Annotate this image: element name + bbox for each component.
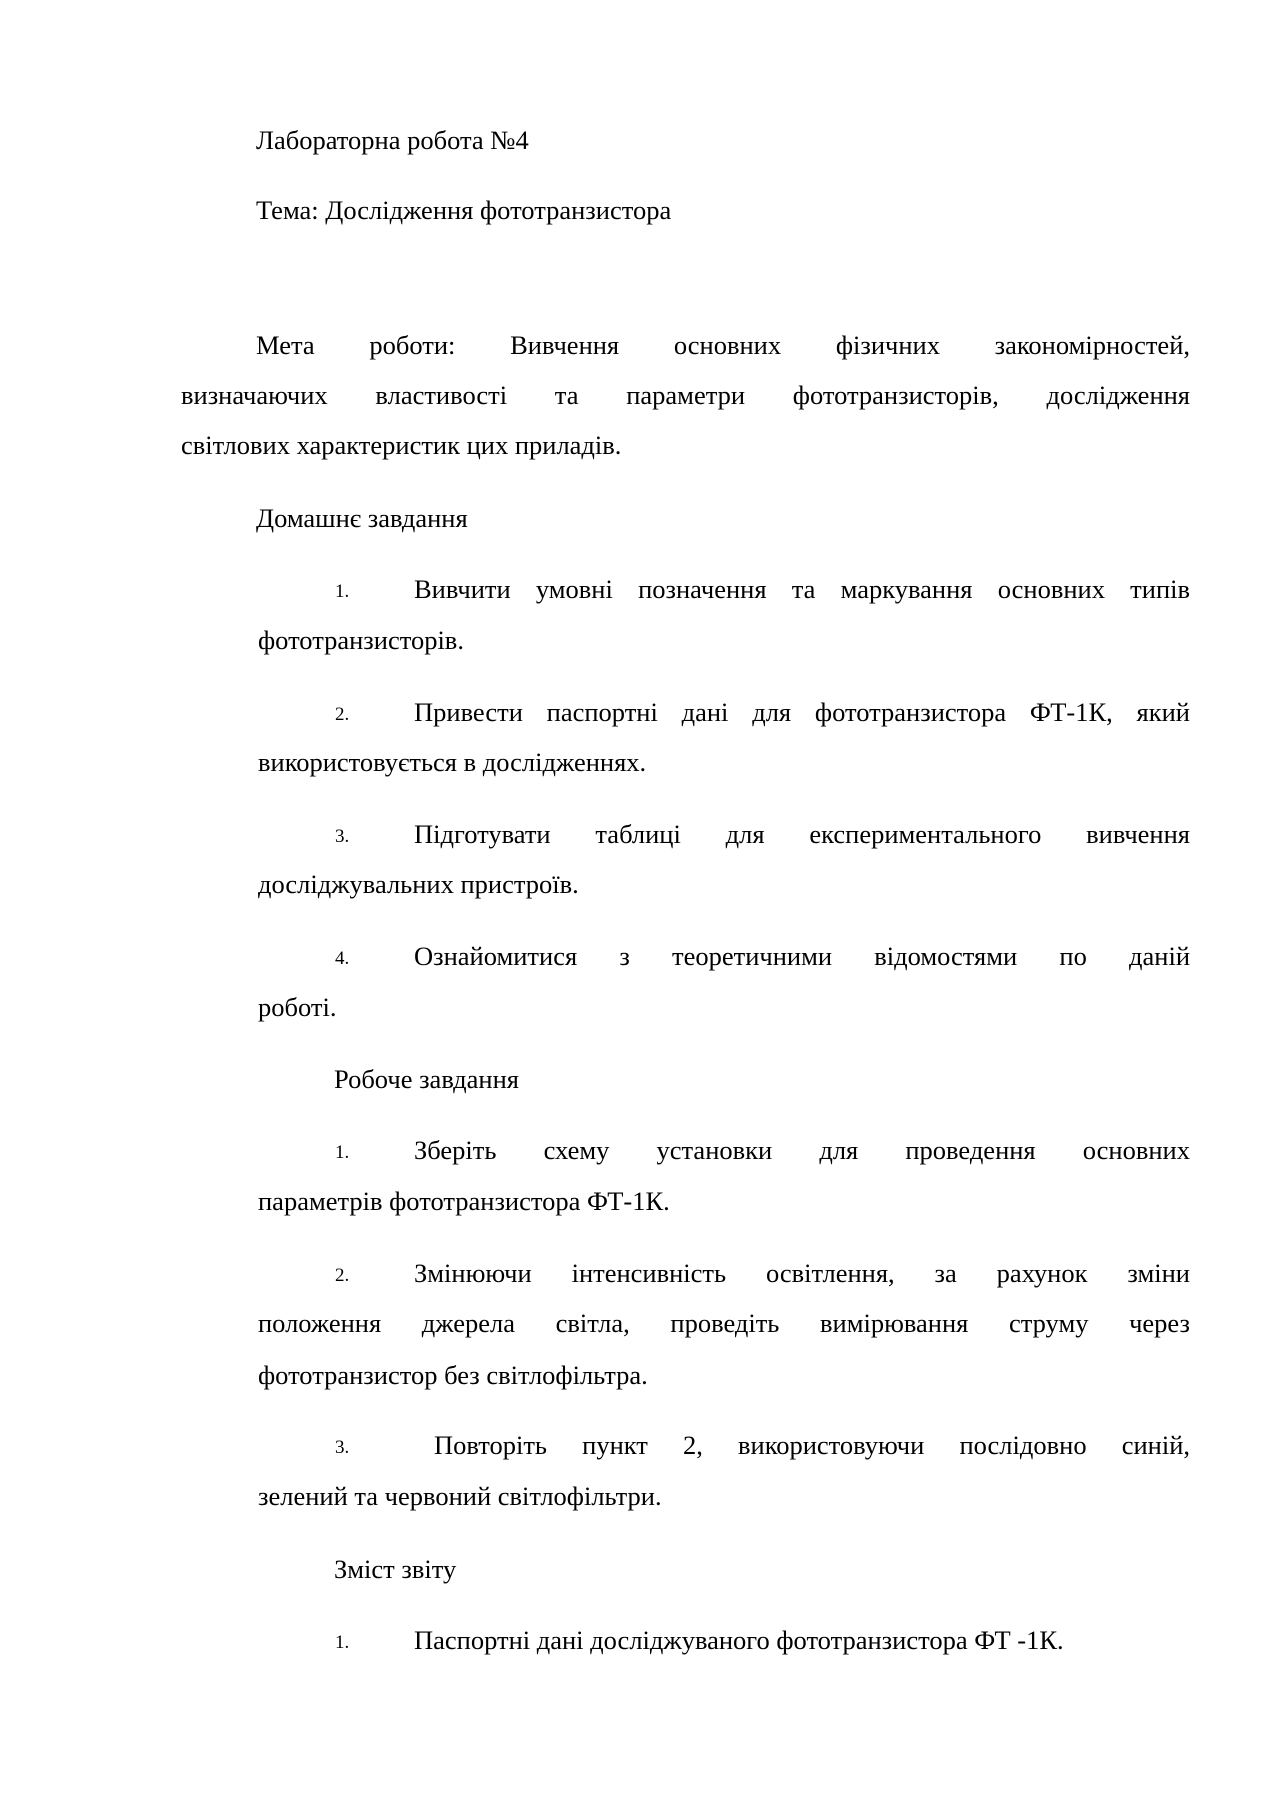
list-item-line: Зберіть схему установки для проведення основних	[414, 1135, 1190, 1165]
list-item-line: Паспортні дані досліджуваного фототранзистора ФТ -1К.	[414, 1625, 1064, 1655]
homework-heading: Домашнє завдання	[256, 503, 468, 533]
list-item-line: положення джерела світла, проведіть вимірювання струму через	[258, 1308, 1190, 1338]
list-item-number: 2.	[335, 1265, 350, 1286]
list-item-line: Ознайомитися з теоретичними відомостями по даній	[414, 941, 1190, 971]
list-item-line: Повторіть пункт 2, використовуючи послідовно синій,	[434, 1430, 1190, 1460]
goal-line: Мета роботи: Вивчення основних фізичних закономірностей,	[256, 330, 1190, 360]
work-heading: Робоче завдання	[334, 1064, 519, 1094]
list-item-number: 1.	[335, 1142, 350, 1163]
list-item-line: роботі.	[258, 992, 337, 1022]
list-item-number: 3.	[335, 1437, 350, 1458]
list-item-number: 1.	[335, 1632, 350, 1653]
list-item-line: зелений та червоний світлофільтри.	[258, 1481, 662, 1511]
list-item-line: фототранзисторів.	[258, 625, 464, 655]
list-item-number: 3.	[335, 826, 350, 847]
list-item-line: досліджувальних пристроїв.	[258, 869, 579, 899]
list-item-number: 1.	[335, 581, 350, 602]
list-item-line: Підготувати таблиці для експериментального вивчення	[414, 819, 1190, 849]
lab-title: Лабораторна робота №4	[256, 125, 529, 155]
report-heading: Зміст звіту	[334, 1554, 457, 1584]
goal-line: визначаючих властивості та параметри фототранзисторів, дослідження	[181, 380, 1190, 410]
list-item-line: Вивчити умовні позначення та маркування основних типів	[414, 574, 1190, 604]
list-item-line: Привести паспортні дані для фототранзистора ФТ-1К, який	[414, 697, 1190, 727]
list-item-line: Змінюючи інтенсивність освітлення, за рахунок зміни	[414, 1258, 1190, 1288]
list-item-line: фототранзистор без світлофільтра.	[258, 1360, 648, 1390]
list-item-number: 4.	[335, 948, 350, 969]
list-item-line: використовується в дослідженнях.	[258, 747, 647, 777]
list-item-number: 2.	[335, 704, 350, 725]
goal-line: світлових характеристик цих приладів.	[181, 430, 622, 460]
lab-topic: Тема: Дослідження фототранзистора	[256, 195, 672, 225]
list-item-line: параметрів фототранзистора ФТ-1К.	[258, 1186, 670, 1216]
